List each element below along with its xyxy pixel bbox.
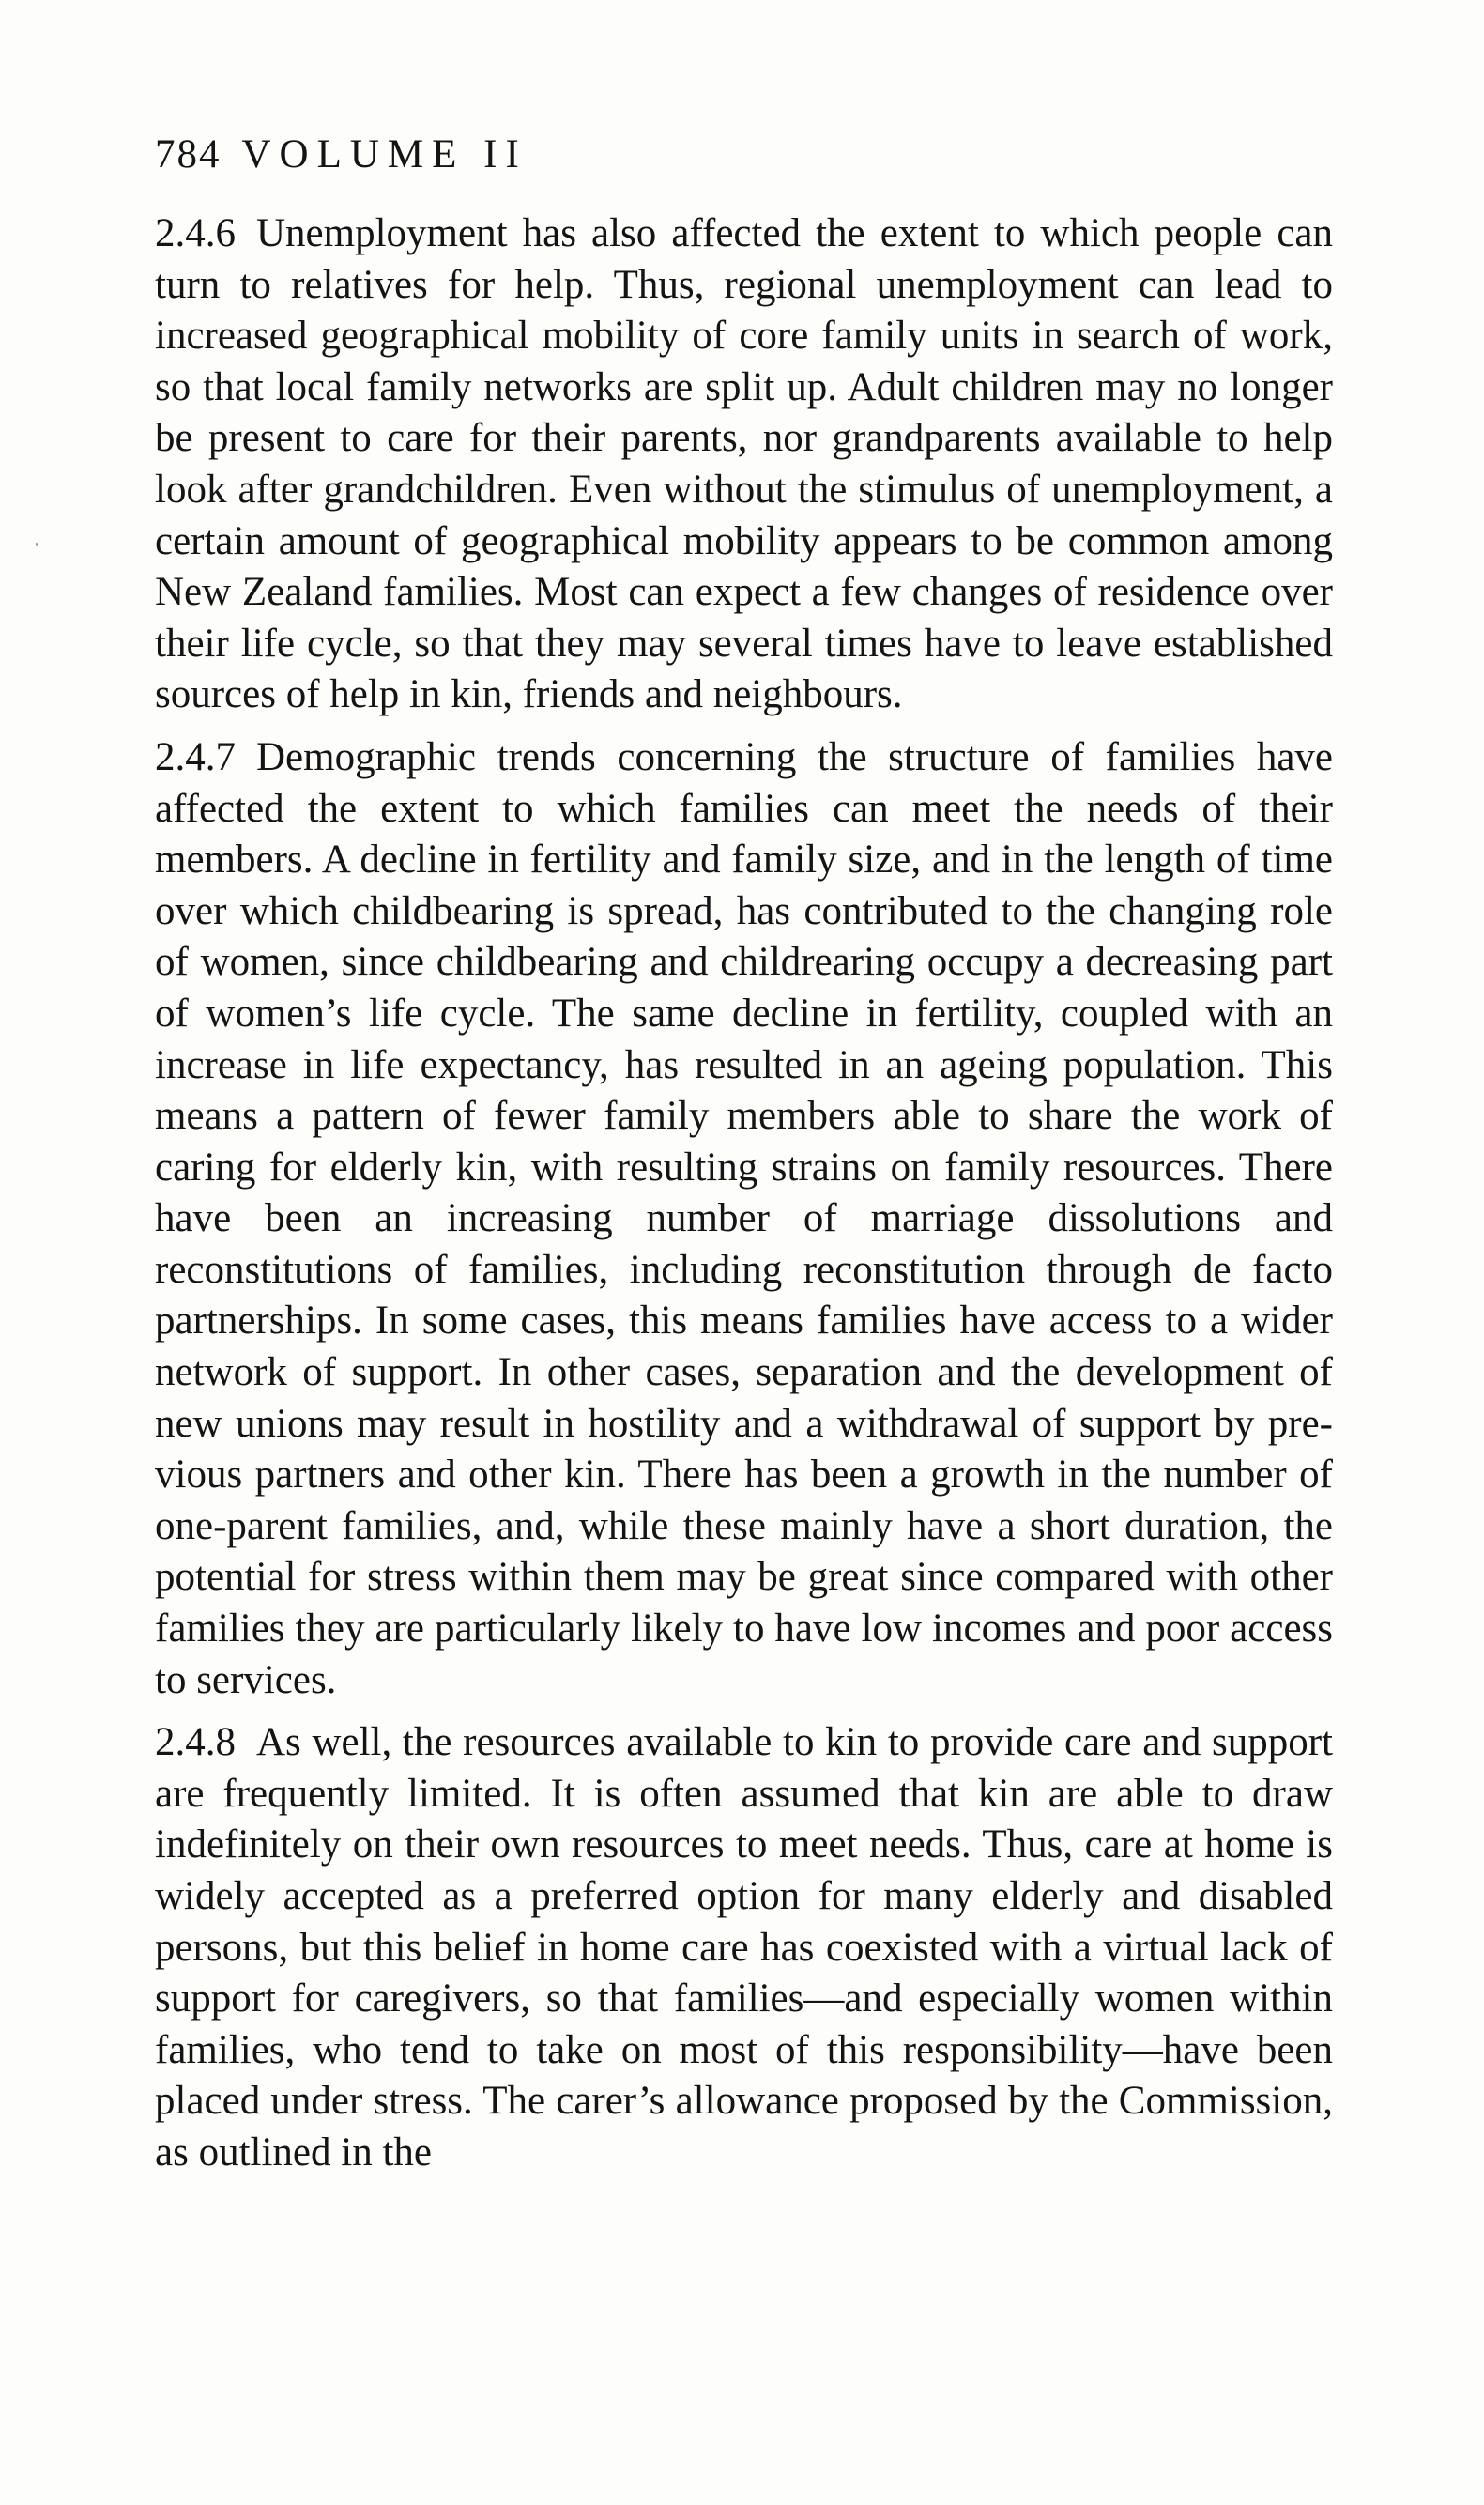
running-head: [155, 131, 528, 178]
paragraph-number: 2.4.7: [155, 734, 236, 779]
scan-speck: [36, 543, 38, 546]
paragraph-2-4-6: [155, 208, 1333, 721]
paragraph-number: 2.4.6: [155, 211, 236, 255]
volume-label: VOLUME II: [241, 132, 528, 177]
paragraph-number: 2.4.8: [155, 1720, 236, 1765]
paragraph-text: Unemployment has also affected the extent to which people can turn to relatives for help. Thus, regional unemployment can lead to increased geographical mobility of core family units in search of work, so that local family networks are split up. Adult children may no longer be present to care for their parents, nor grandparents available to help look after grandchildren. Even without the stimulus of unemployment, a certain amount of geographical mobility appears to be common among New Zealand families. Most can expect a few changes of residence over their life cycle, so that they may several times have to leave established sources of help in kin, friends and neighbours.: [155, 211, 1333, 717]
body-text: [155, 208, 1333, 2190]
paragraph-2-4-8: [155, 1717, 1333, 2178]
paragraph-text: As well, the resources available to kin to provide care and support are frequently limited. It is often assumed that kin are able to draw indefinitely on their own resources to meet needs. Thus, care at home is widely accepted as a preferred option for many elderly and disabled persons, but this belief in home care has coexisted with a virtual lack of support for caregivers, so that families—and especially women within families, who tend to take on most of this responsibility—have been placed under stress. The carer’s allowance proposed by the Commission, as outlined in the: [155, 1720, 1333, 2175]
paragraph-2-4-7: [155, 732, 1333, 1706]
paragraph-text: Demographic trends concerning the structure of families have affected the extent to which families can meet the needs of their members. A decline in fertility and family size, and in the length of time over which childbearing is spread, has contributed to the changing role of women, since childbearing and childrearing occupy a decreasing part of women’s life cycle. The same decline in fertility, coupled with an increase in life expectancy, has resulted in an ageing population. This means a pattern of fewer family members able to share the work of caring for elderly kin, with resulting strains on family resources. There have been an increasing number of marriage dissolutions and reconstitutions of families, including reconstitution through de facto partnerships. In some cases, this means families have access to a wider network of support. In other cases, separation and the development of new unions may result in hostility and a withdrawal of support by previous partners and other kin. There has been a growth in the number of one-parent families, and, while these mainly have a short duration, the potential for stress within them may be great since compared with other families they are particularly likely to have low incomes and poor access to services.: [155, 734, 1333, 1702]
page-number: 784: [155, 132, 222, 177]
